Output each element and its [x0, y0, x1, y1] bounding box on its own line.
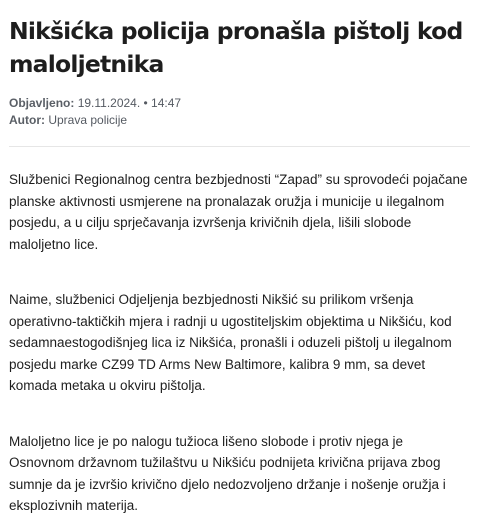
- article-body: [9, 169, 470, 517]
- author-name: Uprava policije: [48, 113, 128, 127]
- article-paragraph: Službenici Regionalnog centra bezbjednosti “Zapad” su sprovodeći pojačane planske aktivnosti usmjerene na pronalazak oružja i municije u ilegalnom posjedu, a u cilju sprječavanja izvršenja krivičnih djela, lišili slobode maloljetno lice.: [9, 172, 468, 252]
- article-meta: [9, 95, 470, 129]
- article-paragraph: Maloljetno lice je po nalogu tužioca lišeno slobode i protiv njega je Osnovnom državnom tužilaštvu u Nikšiću podnijeta krivična prijava zbog sumnje da je izvršio krivično djelo nedozvoljeno držanje i nošenje oružja i eksplozivnih materija.: [9, 433, 446, 513]
- published-line: [9, 95, 470, 112]
- published-label: Objavljeno:: [9, 96, 75, 110]
- meta-divider: [9, 146, 470, 147]
- article-title: Nikšićka policija pronašla pištolj kod maloljetnika: [9, 17, 463, 78]
- published-date: 19.11.2024. • 14:47: [77, 96, 182, 110]
- author-label: Autor:: [9, 113, 45, 127]
- author-line: [9, 112, 470, 129]
- article-paragraph: Naime, službenici Odjeljenja bezbjednosti Nikšić su prilikom vršenja operativno-taktičkih mjera i radnji u ugostiteljskim objektima u Nikšiću, kod sedamnaestogodišnjeg lica iz Nikšića, pronašli i oduzeli pištolj u ilegalnom posjedu marke CZ99 TD Arms New Baltimore, kalibra 9 mm, sa devet komada metaka u okviru pištolja.: [9, 292, 452, 393]
